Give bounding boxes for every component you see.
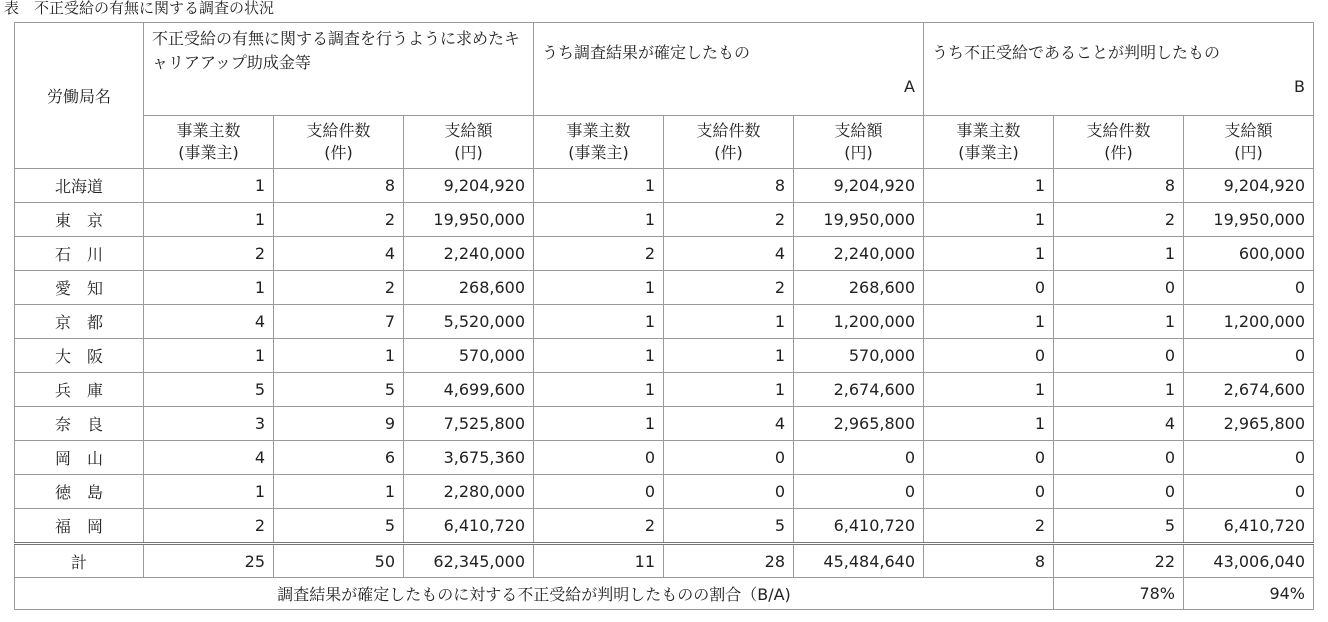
table-cell: 1: [534, 203, 664, 237]
table-cell: 2: [664, 203, 794, 237]
column-header-employers: 事業主数 (事業主): [144, 116, 274, 169]
table-cell: 4: [664, 237, 794, 271]
table-cell: 4,699,600: [404, 373, 534, 407]
table-cell: 1: [924, 373, 1054, 407]
table-cell: 28: [664, 544, 794, 578]
group-fraud-letter: B: [1294, 77, 1305, 96]
group-requested-label: 不正受給の有無に関する調査を行うように求めたキャリアアップ助成金等: [152, 29, 521, 72]
table-cell: 4: [274, 237, 404, 271]
table-cell: 45,484,640: [794, 544, 924, 578]
table-cell: 570,000: [404, 339, 534, 373]
table-cell: 2: [1054, 203, 1184, 237]
table-row: [15, 237, 1314, 271]
table-cell: 11: [534, 544, 664, 578]
table-cell: 6,410,720: [1184, 509, 1314, 544]
table-cell: 1,200,000: [794, 305, 924, 339]
table-cell: 2: [274, 203, 404, 237]
table-cell: 0: [924, 339, 1054, 373]
group-confirmed-header: [534, 23, 924, 116]
table-cell: 1: [664, 305, 794, 339]
table-cell: 1: [144, 271, 274, 305]
table-cell: 0: [924, 475, 1054, 509]
table-cell: 0: [924, 441, 1054, 475]
table-cell: 6,410,720: [794, 509, 924, 544]
table-cell: 0: [1184, 271, 1314, 305]
column-header-payments: 支給件数 (件): [1054, 116, 1184, 169]
table-cell: 1: [924, 203, 1054, 237]
table-cell: 1: [924, 169, 1054, 203]
column-header-amount: 支給額 (円): [404, 116, 534, 169]
table-cell: 62,345,000: [404, 544, 534, 578]
bureau-name: 北海道: [15, 169, 144, 203]
table-cell: 5,520,000: [404, 305, 534, 339]
table-cell: 2,240,000: [794, 237, 924, 271]
table-cell: 600,000: [1184, 237, 1314, 271]
table-cell: 0: [664, 475, 794, 509]
table-cell: 4: [144, 305, 274, 339]
bureau-name: 東 京: [15, 203, 144, 237]
table-cell: 1: [144, 169, 274, 203]
table-cell: 1: [534, 407, 664, 441]
bureau-name: 岡 山: [15, 441, 144, 475]
bureau-name: 大 阪: [15, 339, 144, 373]
table-cell: 0: [1184, 339, 1314, 373]
table-cell: 2: [274, 271, 404, 305]
total-row: [15, 544, 1314, 578]
table-cell: 1: [924, 407, 1054, 441]
table-cell: 268,600: [794, 271, 924, 305]
table-cell: 1: [534, 373, 664, 407]
table-cell: 1,200,000: [1184, 305, 1314, 339]
table-cell: 2,674,600: [794, 373, 924, 407]
table-cell: 5: [1054, 509, 1184, 544]
table-cell: 0: [794, 475, 924, 509]
table-cell: 25: [144, 544, 274, 578]
table-cell: 9,204,920: [794, 169, 924, 203]
bureau-name: 計: [15, 544, 144, 578]
table-cell: 9,204,920: [1184, 169, 1314, 203]
table-cell: 9,204,920: [404, 169, 534, 203]
table-cell: 5: [144, 373, 274, 407]
table-cell: 0: [534, 441, 664, 475]
table-cell: 1: [144, 203, 274, 237]
table-cell: 1: [534, 305, 664, 339]
table-cell: 3,675,360: [404, 441, 534, 475]
table-row: [15, 305, 1314, 339]
table-cell: 8: [1054, 169, 1184, 203]
ratio-row: [15, 578, 1314, 610]
table-cell: 1: [534, 271, 664, 305]
table-row: [15, 475, 1314, 509]
table-cell: 7,525,800: [404, 407, 534, 441]
table-cell: 0: [1184, 475, 1314, 509]
table-cell: 2,240,000: [404, 237, 534, 271]
table-cell: 0: [1054, 441, 1184, 475]
column-header-amount: 支給額 (円): [1184, 116, 1314, 169]
ratio-amount: 94%: [1184, 578, 1314, 610]
table-cell: 1: [1054, 305, 1184, 339]
table-cell: 2,965,800: [1184, 407, 1314, 441]
table-cell: 0: [1054, 475, 1184, 509]
table-cell: 4: [664, 407, 794, 441]
table-cell: 6: [274, 441, 404, 475]
ratio-label: 調査結果が確定したものに対する不正受給が判明したものの割合（B/A): [15, 578, 1054, 610]
table-cell: 19,950,000: [794, 203, 924, 237]
bureau-name: 愛 知: [15, 271, 144, 305]
table-cell: 268,600: [404, 271, 534, 305]
table-row: [15, 407, 1314, 441]
table-row: [15, 203, 1314, 237]
group-requested-header: [144, 23, 534, 116]
table-cell: 8: [924, 544, 1054, 578]
table-cell: 1: [664, 339, 794, 373]
column-header-payments: 支給件数 (件): [274, 116, 404, 169]
group-fraud-label: うち不正受給であることが判明したもの: [932, 43, 1221, 62]
table-cell: 1: [924, 237, 1054, 271]
column-header-payments: 支給件数 (件): [664, 116, 794, 169]
table-cell: 2: [534, 509, 664, 544]
table-cell: 2: [144, 237, 274, 271]
table-cell: 1: [144, 339, 274, 373]
bureau-name: 石 川: [15, 237, 144, 271]
table-cell: 8: [664, 169, 794, 203]
table-row: [15, 441, 1314, 475]
table-cell: 0: [794, 441, 924, 475]
group-confirmed-letter: A: [904, 77, 915, 96]
bureau-name: 京 都: [15, 305, 144, 339]
table-cell: 4: [144, 441, 274, 475]
column-header-amount: 支給額 (円): [794, 116, 924, 169]
table-cell: 3: [144, 407, 274, 441]
table-cell: 8: [274, 169, 404, 203]
table-cell: 2,674,600: [1184, 373, 1314, 407]
table-cell: 1: [534, 169, 664, 203]
bureau-name: 福 岡: [15, 509, 144, 544]
group-fraud-header: [924, 23, 1314, 116]
table-cell: 2: [664, 271, 794, 305]
table-cell: 6,410,720: [404, 509, 534, 544]
table-caption: 表 不正受給の有無に関する調査の状況: [4, 0, 275, 17]
table-cell: 0: [534, 475, 664, 509]
table-cell: 1: [924, 305, 1054, 339]
table-cell: 7: [274, 305, 404, 339]
table-cell: 1: [534, 339, 664, 373]
table-cell: 0: [664, 441, 794, 475]
table-cell: 19,950,000: [1184, 203, 1314, 237]
table-cell: 0: [1054, 271, 1184, 305]
table-row: [15, 271, 1314, 305]
column-header-employers: 事業主数 (事業主): [534, 116, 664, 169]
table-row: [15, 373, 1314, 407]
table-row: [15, 339, 1314, 373]
table-cell: 2: [144, 509, 274, 544]
table-cell: 1: [1054, 373, 1184, 407]
table-cell: 4: [1054, 407, 1184, 441]
investigation-table: [14, 22, 1314, 610]
table-cell: 1: [664, 373, 794, 407]
table-cell: 5: [664, 509, 794, 544]
table-cell: 1: [274, 475, 404, 509]
group-confirmed-label: うち調査結果が確定したもの: [542, 43, 751, 62]
table-cell: 0: [1054, 339, 1184, 373]
table-cell: 2: [924, 509, 1054, 544]
column-header-employers: 事業主数 (事業主): [924, 116, 1054, 169]
table-cell: 570,000: [794, 339, 924, 373]
table-cell: 2,280,000: [404, 475, 534, 509]
table-cell: 1: [274, 339, 404, 373]
table-cell: 2,965,800: [794, 407, 924, 441]
table-cell: 5: [274, 509, 404, 544]
table-cell: 19,950,000: [404, 203, 534, 237]
table-row: [15, 509, 1314, 544]
table-cell: 1: [144, 475, 274, 509]
table-cell: 9: [274, 407, 404, 441]
table-cell: 50: [274, 544, 404, 578]
bureau-name: 奈 良: [15, 407, 144, 441]
bureau-name: 徳 島: [15, 475, 144, 509]
table-cell: 0: [924, 271, 1054, 305]
table-cell: 1: [1054, 237, 1184, 271]
table-cell: 0: [1184, 441, 1314, 475]
table-cell: 5: [274, 373, 404, 407]
bureau-header: 労働局名: [15, 23, 144, 169]
table-cell: 43,006,040: [1184, 544, 1314, 578]
bureau-name: 兵 庫: [15, 373, 144, 407]
table-row: [15, 169, 1314, 203]
table-cell: 22: [1054, 544, 1184, 578]
table-cell: 2: [534, 237, 664, 271]
ratio-payments: 78%: [1054, 578, 1184, 610]
